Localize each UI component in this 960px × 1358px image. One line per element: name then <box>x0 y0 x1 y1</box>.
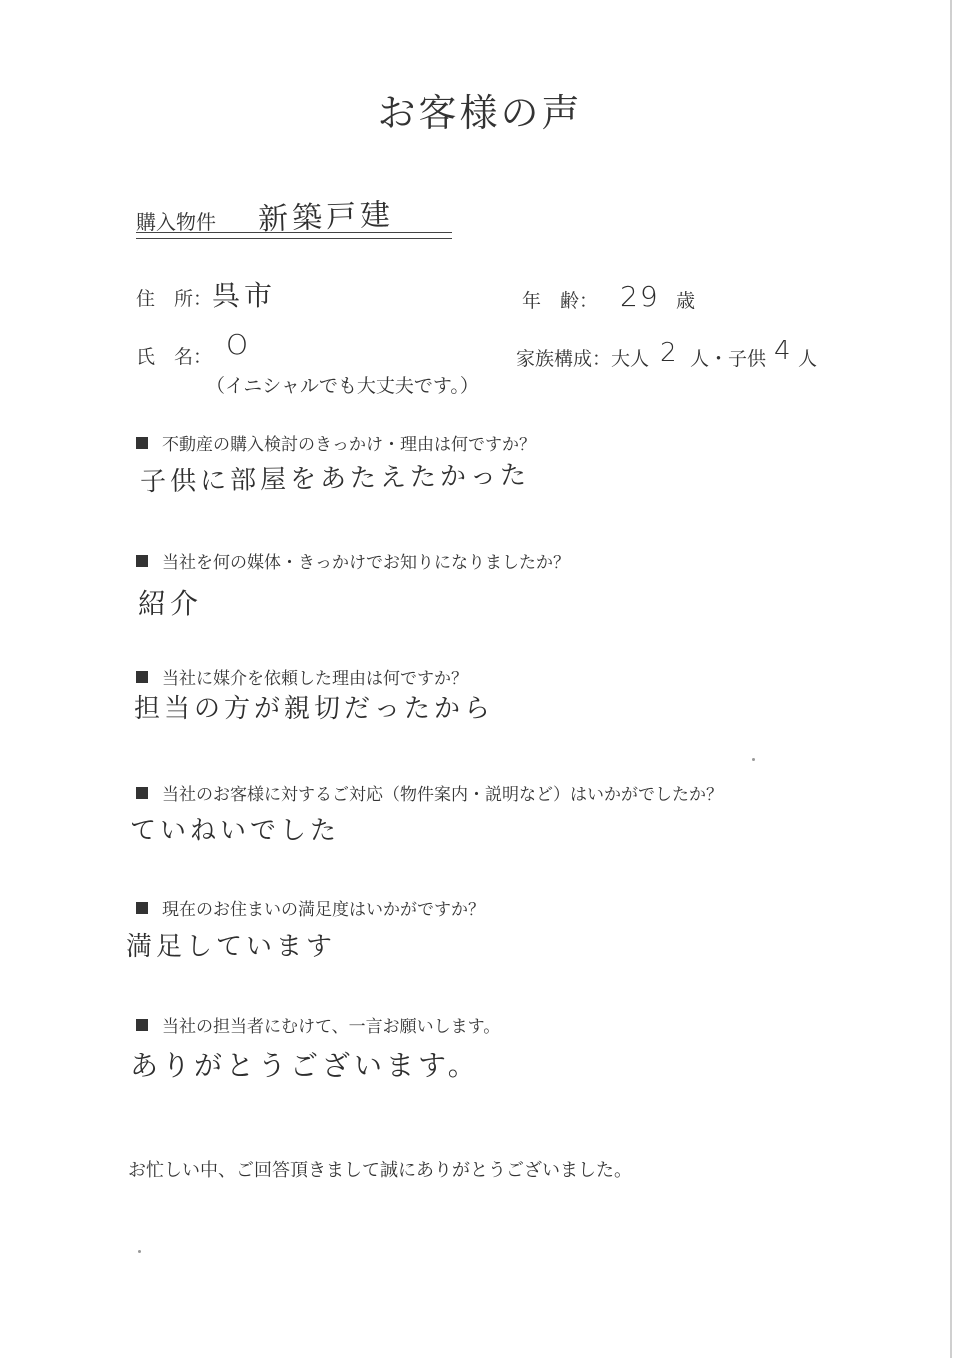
scan-edge-line <box>950 0 952 1358</box>
question-5: 現在のお住まいの満足度はいかがですか？ <box>136 895 485 920</box>
answer-6: ありがとうございます。 <box>130 1049 480 1082</box>
scan-speck <box>138 1250 141 1253</box>
children-value: 4 <box>774 336 795 366</box>
scan-speck <box>752 758 755 761</box>
children-unit: 人 <box>798 348 818 370</box>
answer-5: 満足しています <box>126 932 337 962</box>
property-label: 購入物件 <box>136 210 216 234</box>
family-label: 家族構成：大人 <box>516 348 650 370</box>
square-bullet-icon <box>136 1019 148 1031</box>
answer-3: 担当の方が親切だったから <box>134 694 495 724</box>
answer-1: 子供に部屋をあたえたかった <box>139 460 531 498</box>
question-4: 当社のお客様に対するご対応（物件案内・説明など）はいかがでしたか？ <box>136 780 723 805</box>
age-unit: 歳 <box>676 290 696 312</box>
square-bullet-icon <box>136 437 148 449</box>
age-value: 29 <box>620 280 660 313</box>
question-1: 不動産の購入検討のきっかけ・理由は何ですか？ <box>136 430 536 455</box>
property-underline <box>136 232 452 239</box>
square-bullet-icon <box>136 555 148 567</box>
name-value: O <box>226 328 253 361</box>
answer-4: ていねいでした <box>130 816 341 846</box>
name-label: 氏 名： <box>136 346 213 368</box>
age-label: 年 齢： <box>522 290 599 312</box>
adults-unit: 人・子供 <box>690 348 767 370</box>
page-title: お客様の声 <box>377 91 583 135</box>
closing-message: お忙しい中、ご回答頂きまして誠にありがとうございました。 <box>128 1160 632 1181</box>
address-value: 呉市 <box>212 279 277 312</box>
question-3: 当社に媒介を依頼した理由は何ですか？ <box>136 664 468 689</box>
square-bullet-icon <box>136 787 148 799</box>
address-label: 住 所： <box>136 288 213 310</box>
square-bullet-icon <box>136 902 148 914</box>
question-6: 当社の担当者にむけて、一言お願いします。 <box>136 1012 500 1037</box>
adults-value: 2 <box>660 338 681 368</box>
name-note: （イニシャルでも大丈夫です。） <box>206 375 479 397</box>
question-2: 当社を何の媒体・きっかけでお知りになりましたか？ <box>136 548 570 573</box>
square-bullet-icon <box>136 671 148 683</box>
answer-2: 紹介 <box>138 587 203 620</box>
property-value: 新築戸建 <box>257 197 395 238</box>
